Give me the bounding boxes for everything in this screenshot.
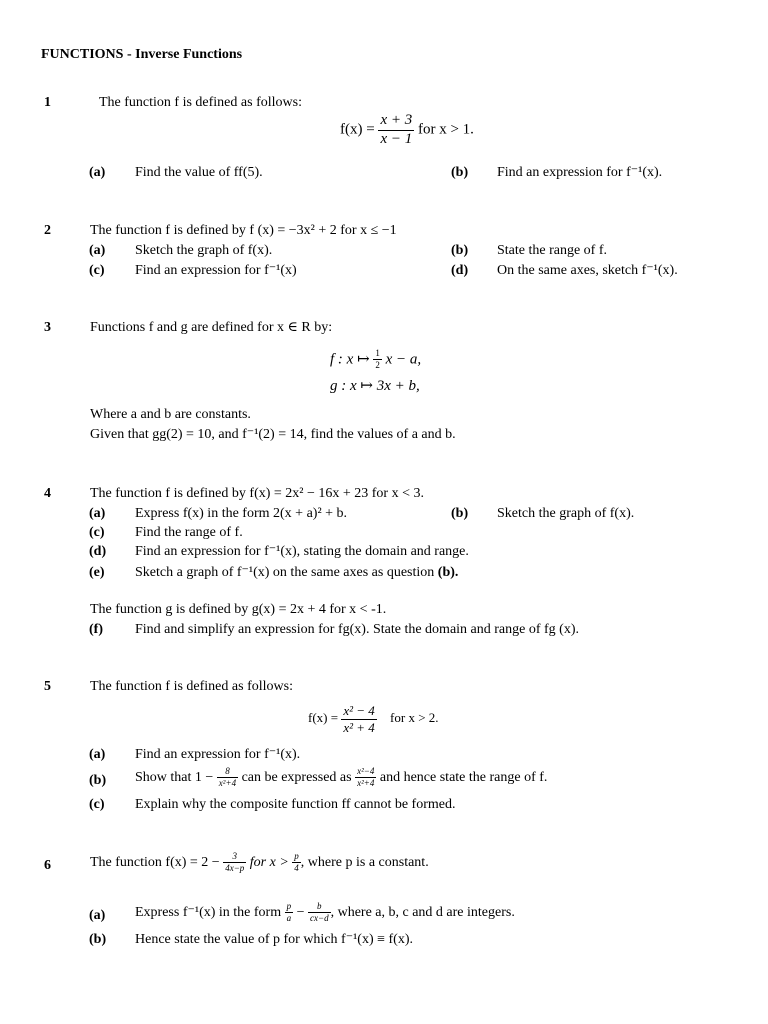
question-number: 1 [44,95,51,110]
g-definition: g : x ↦ 3x + b, [330,378,420,394]
page-title: FUNCTIONS - Inverse Functions [41,47,243,62]
part-text: Find the value of ff(5). [135,165,263,180]
question-intro: The function f is defined as follows: [90,679,293,694]
part-label: (b) [89,932,107,947]
part-label: (f) [89,622,103,637]
part-text: Express f⁻¹(x) in the form $\frac{p}{a}$ − $\frac{b}{cx-d}$ , where a, b, c and d are integers. [135,901,515,924]
part-text: Explain why the composite function ff cannot be formed. [135,797,456,812]
part-text: Find the range of f. [135,525,243,540]
part-text: Find an expression for f⁻¹(x). [497,165,663,180]
part-text: Find an expression for f⁻¹(x) [135,263,297,278]
question-number: 2 [44,223,51,238]
part-label: (a) [89,908,106,923]
fraction: $\frac{3}{4x-p}$ [225,851,245,874]
fraction: $\frac{b}{cx-d}$ [310,901,329,924]
fraction: $\frac{p}{a}$ [286,901,292,924]
part-label: (c) [89,263,105,278]
part-text: Express f(x) in the form 2(x + a)² + b. [135,506,348,521]
part-label: (c) [89,525,105,540]
question-number: 6 [44,858,51,873]
fraction: $\frac{\text{x² − 4}}{\text{x² + 4}}$ [343,703,375,735]
question-text: Given that gg(2) = 10, and f⁻¹(2) = 14, find the values of a and b. [90,427,456,442]
part-label: (a) [89,506,106,521]
question-intro: The function f is defined as follows: [99,95,302,110]
part-label: (b) [451,506,469,521]
question-number: 5 [44,679,51,694]
question-number: 3 [44,320,51,335]
part-label: (b) [451,165,469,180]
part-text: Show that 1 − $\frac{8}{\text{x²+4}}$ can be expressed as $\frac{\text{x²−4}}{\text{x²+4}}$ and hence state the range of f. [135,766,548,789]
part-label: (d) [89,544,107,559]
fraction: $\frac{p}{4}$ [294,851,299,874]
question-text: Where a and b are constants. [90,407,251,422]
part-text: Hence state the value of p for which f⁻¹(x) ≡ f(x). [135,932,413,947]
part-text: Find and simplify an expression for fg(x). State the domain and range of fg (x). [135,622,580,637]
part-text: Find an expression for f⁻¹(x). [135,747,301,762]
question-intro: The function f is defined by f (x) = −3x² + 2 for x ≤ −1 [90,223,397,238]
function-definition: f(x) = $\frac{x + 3}{x - 1}$ for x > 1. [340,112,474,147]
part-label: (b) [89,773,107,788]
question-intro: The function f(x) = 2 − $\frac{3}{4x-p}$ for x > $\frac{p}{4}$ , where p is a constant. [90,851,429,874]
part-label: (d) [451,263,469,278]
part-text: State the range of f. [497,243,608,258]
part-label: (a) [89,165,106,180]
fraction: $\frac{8}{\text{x²+4}}$ [218,766,237,789]
question-number: 4 [44,486,51,501]
part-label: (c) [89,797,105,812]
function-definition: f(x) = $\frac{\text{x² − 4}}{\text{x² + 4}}$ for x > 2. [308,703,439,735]
question-text: The function g is defined by g(x) = 2x + 4 for x < -1. [90,602,387,617]
fraction: $\frac{1}{2}$ [375,348,380,371]
fraction: $\frac{x + 3}{x - 1}$ [380,112,413,147]
question-intro: The function f is defined by f(x) = 2x² − 16x + 23 for x < 3. [90,486,424,501]
part-label: (b) [451,243,469,258]
part-label: (a) [89,243,106,258]
f-definition: f : x ↦ $\frac{1}{2}$ x − a, [330,348,422,371]
question-intro: Functions f and g are defined for x ∈ R by: [90,320,333,335]
part-text: Sketch the graph of f(x). [135,243,273,258]
part-text: Sketch the graph of f(x). [497,506,635,521]
part-label: (e) [89,565,105,580]
part-text: Find an expression for f⁻¹(x), stating the domain and range. [135,544,469,559]
fraction: $\frac{\text{x²−4}}{\text{x²+4}}$ [357,766,375,789]
part-text: Sketch a graph of f⁻¹(x) on the same axes as question (b). [135,565,459,580]
part-label: (a) [89,747,106,762]
part-text: On the same axes, sketch f⁻¹(x). [497,263,678,278]
